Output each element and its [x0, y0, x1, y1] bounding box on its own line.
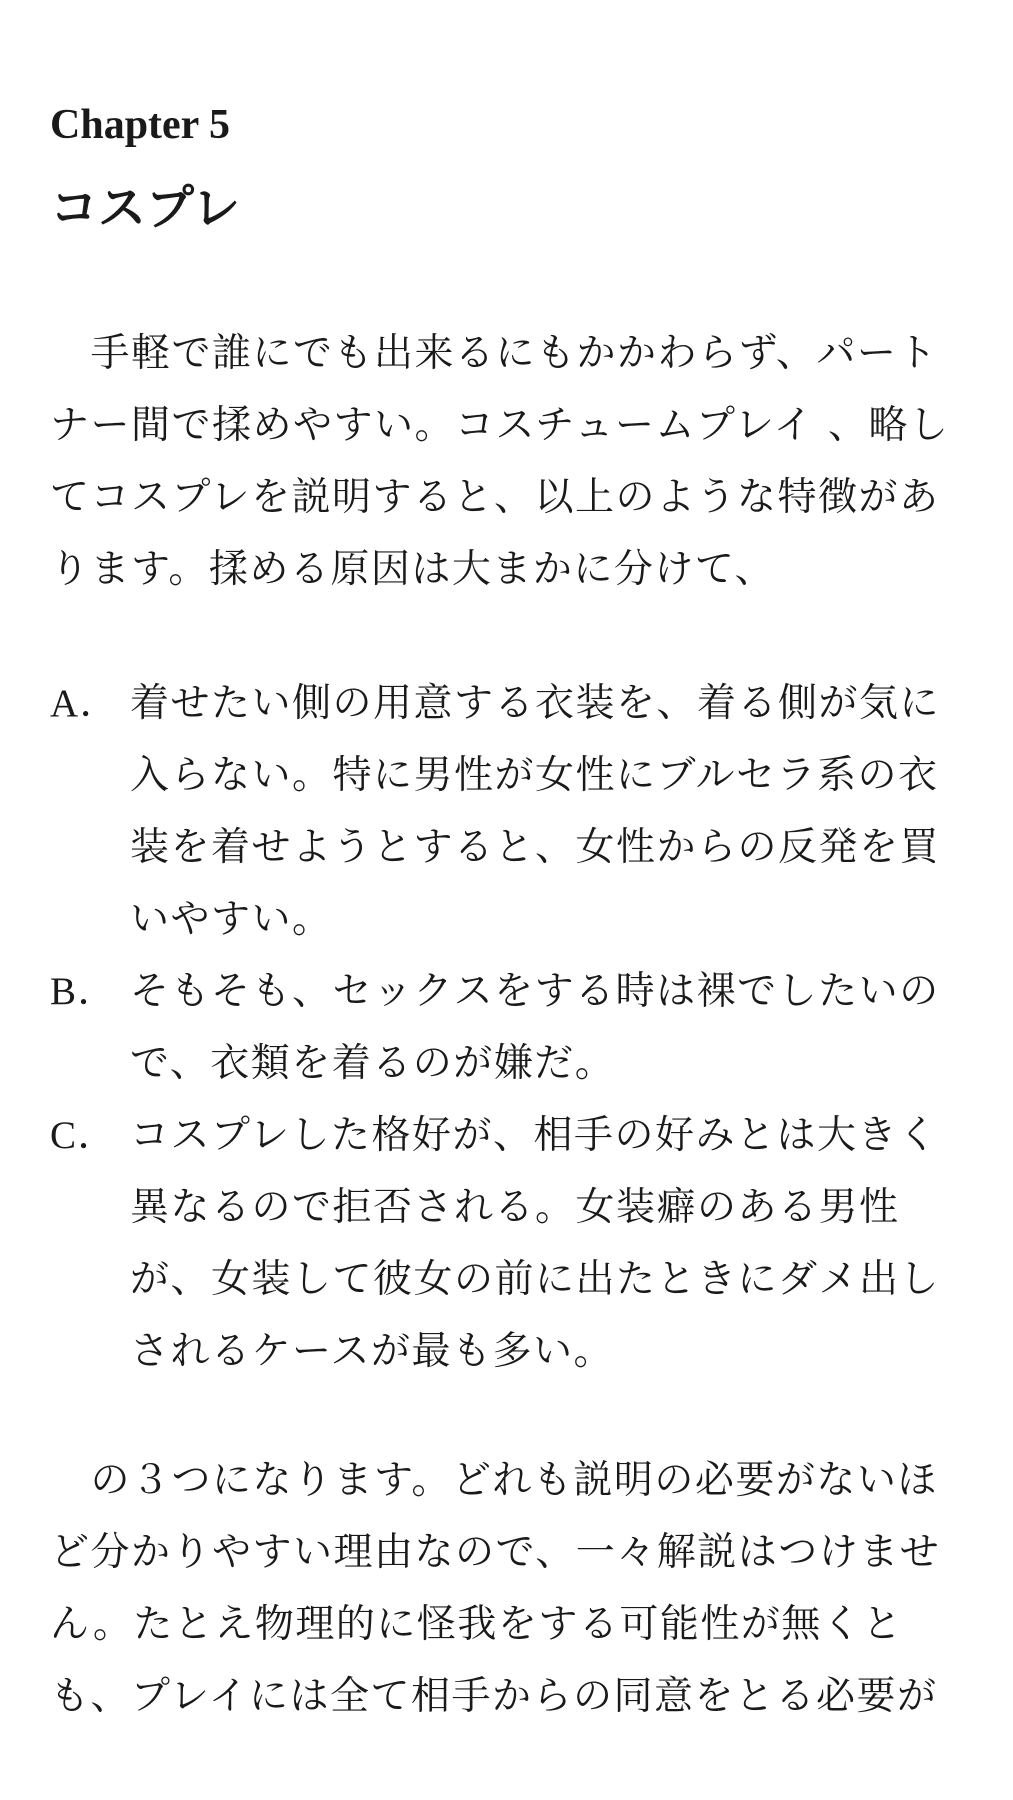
- list-item-c: [50, 1100, 970, 1388]
- list-marker: B．: [50, 970, 119, 1013]
- outro-paragraph: [50, 1445, 970, 1733]
- list-marker: C．: [50, 1114, 119, 1157]
- text-line: コスプレした格好が、相手の好みとは大きく: [130, 1113, 939, 1158]
- text-line: 手軽で誰にでも出来るにもかかわらず、パート: [50, 331, 938, 376]
- reasons-list: [50, 668, 970, 1388]
- text-line: 異なるので拒否される。女装癖のある男性: [130, 1185, 900, 1230]
- text-line: てコスプレを説明すると、以上のような特徴があ: [50, 475, 940, 520]
- text-line: ります。揉める原因は大まかに分けて、: [50, 547, 776, 592]
- text-line: そもそも、セックスをする時は裸でしたいの: [130, 969, 940, 1014]
- text-line: の３つになります。どれも説明の必要がないほ: [50, 1458, 938, 1503]
- list-marker: A．: [50, 682, 121, 725]
- list-item-a: [50, 668, 970, 956]
- text-line: 入らない。特に男性が女性にブルセラ系の衣: [130, 753, 939, 798]
- text-line: 装を着せようとすると、女性からの反発を買: [130, 825, 941, 870]
- text-line: も、プレイには全て相手からの同意をとる必要が: [50, 1674, 938, 1719]
- text-line: いやすい。: [130, 897, 333, 942]
- text-line: が、女装して彼女の前に出たときにダメ出し: [130, 1257, 941, 1302]
- text-line: されるケースが最も多い。: [130, 1329, 615, 1374]
- chapter-title: コスプレ: [50, 180, 241, 236]
- list-item-b: [50, 956, 970, 1100]
- chapter-label: Chapter 5: [50, 102, 231, 148]
- text-line: ナー間で揉めやすい。コスチュームプレイ 、略し: [50, 403, 950, 448]
- text-line: で、衣類を着るのが嫌だ。: [130, 1041, 616, 1086]
- intro-paragraph: [50, 318, 970, 606]
- text-line: ん。たとえ物理的に怪我をする可能性が無くと: [50, 1602, 903, 1647]
- text-line: 着せたい側の用意する衣装を、着る側が気に: [130, 681, 941, 726]
- text-line: ど分かりやすい理由なので、一々解説はつけませ: [50, 1530, 941, 1575]
